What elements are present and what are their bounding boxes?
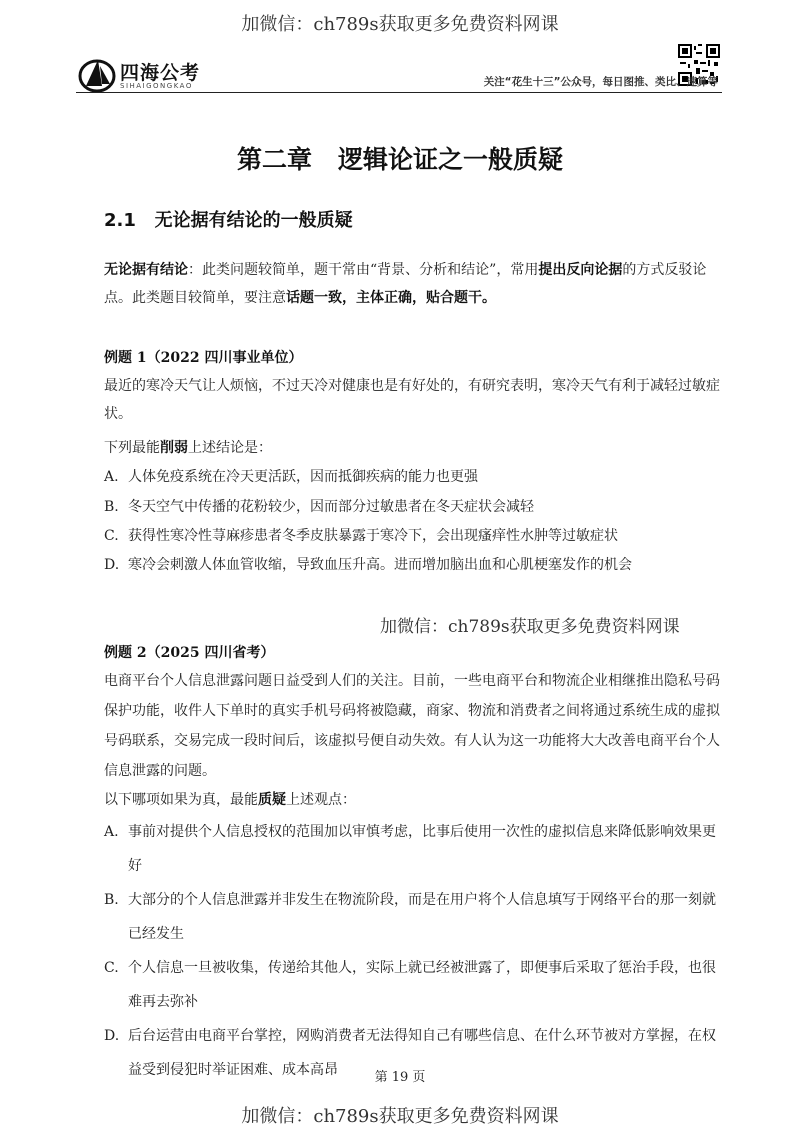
example2-stem: 电商平台个人信息泄露问题日益受到人们的关注。目前，一些电商平台和物流企业相继推出隐私号码保护功能，收件人下单时的真实手机号码将被隐藏，商家、物流和消费者之间将通过系统生成的虚拟号码联系，交易完成一段时间后，该虚拟号便自动失效。有人认为这一功能将大大改善电商平台个人信息泄露的问题。	[104, 673, 720, 779]
option-label: B.	[104, 892, 119, 908]
q2-pre: 以下哪项如果为真，最能	[104, 792, 258, 808]
q1-bold: 削弱	[160, 440, 188, 456]
page-number: 第 19 页	[374, 1070, 426, 1085]
chapter-title: 第二章 逻辑论证之一般质疑	[236, 145, 564, 174]
option-text: 冬天空气中传播的花粉较少，因而部分过敏患者在冬天症状会减轻	[128, 499, 534, 515]
header-divider	[76, 92, 722, 93]
logo	[78, 56, 218, 96]
option-label: D.	[104, 1028, 120, 1044]
example2-option-b	[104, 883, 724, 951]
option-label: C.	[104, 960, 119, 976]
option-text: 大部分的个人信息泄露并非发生在物流阶段，而是在用户将个人信息填写于网络平台的那一刻就已经发生	[128, 892, 716, 942]
option-label: B.	[104, 499, 119, 515]
example2-title: 例题 2（2025 四川省考）	[104, 645, 275, 661]
option-label: C.	[104, 528, 119, 544]
intro-bold-1: 提出反向论据	[538, 262, 623, 278]
example1-option-b	[104, 493, 724, 521]
intro-text-1: ：此类问题较简单，题干常由“背景、分析和结论”，常用	[188, 262, 539, 278]
intro-bold-2: 话题一致，主体正确，贴合题干。	[286, 290, 496, 306]
option-label: A.	[104, 824, 119, 840]
option-label: D.	[104, 557, 120, 573]
watermark-middle: 加微信：ch789s获取更多免费资料网课	[380, 617, 680, 637]
example1-option-c	[104, 522, 724, 550]
example1-title: 例题 1（2022 四川事业单位）	[104, 350, 303, 366]
intro-paragraph	[104, 256, 724, 312]
logo-name: 四海公考	[120, 62, 201, 84]
q1-post: 上述结论是：	[188, 440, 272, 456]
option-text: 人体免疫系统在冷天更活跃，因而抵御疾病的能力也更强	[128, 469, 478, 485]
section-title: 2.1 无论据有结论的一般质疑	[104, 210, 353, 231]
example2-question	[104, 786, 724, 814]
example1-question	[104, 434, 724, 462]
watermark-bottom: 加微信：ch789s获取更多免费资料网课	[241, 1106, 559, 1127]
option-text: 获得性寒冷性荨麻疹患者冬季皮肤暴露于寒冷下，会出现瘙痒性水肿等过敏症状	[128, 528, 618, 544]
q2-bold: 质疑	[258, 792, 286, 808]
header-note: 关注“花生十三”公众号，每日图推、类比、速算等	[483, 76, 718, 88]
intro-text-2: 的方式反驳论点。此类题目较简单，要注意	[104, 262, 707, 306]
option-label: A.	[104, 469, 119, 485]
intro-term: 无论据有结论	[104, 262, 188, 278]
watermark-top: 加微信：ch789s获取更多免费资料网课	[241, 14, 559, 35]
option-text: 后台运营由电商平台掌控，网购消费者无法得知自己有哪些信息、在什么环节被对方掌握，在权益受到侵犯时举证困难、成本高昂	[128, 1028, 716, 1078]
example1-stem: 最近的寒冷天气让人烦恼，不过天冷对健康也是有好处的，有研究表明，寒冷天气有利于减轻过敏症状。	[104, 378, 720, 422]
example1-option-d	[104, 551, 724, 579]
logo-sail-icon	[78, 56, 116, 94]
example2-option-c	[104, 951, 724, 1019]
option-text: 个人信息一旦被收集，传递给其他人，实际上就已经被泄露了，即便事后采取了惩治手段，也很难再去弥补	[128, 960, 716, 1010]
example2-option-a	[104, 815, 724, 883]
example1-option-a	[104, 463, 724, 491]
option-text: 寒冷会刺激人体血管收缩，导致血压升高。进而增加脑出血和心肌梗塞发作的机会	[128, 557, 632, 573]
q2-post: 上述观点：	[286, 792, 356, 808]
logo-subtitle: SIHAIGONGKAO	[120, 82, 193, 90]
q1-pre: 下列最能	[104, 440, 160, 456]
example2-options	[104, 815, 724, 1087]
option-text: 事前对提供个人信息授权的范围加以审慎考虑，比事后使用一次性的虚拟信息来降低影响效果更好	[128, 824, 716, 874]
